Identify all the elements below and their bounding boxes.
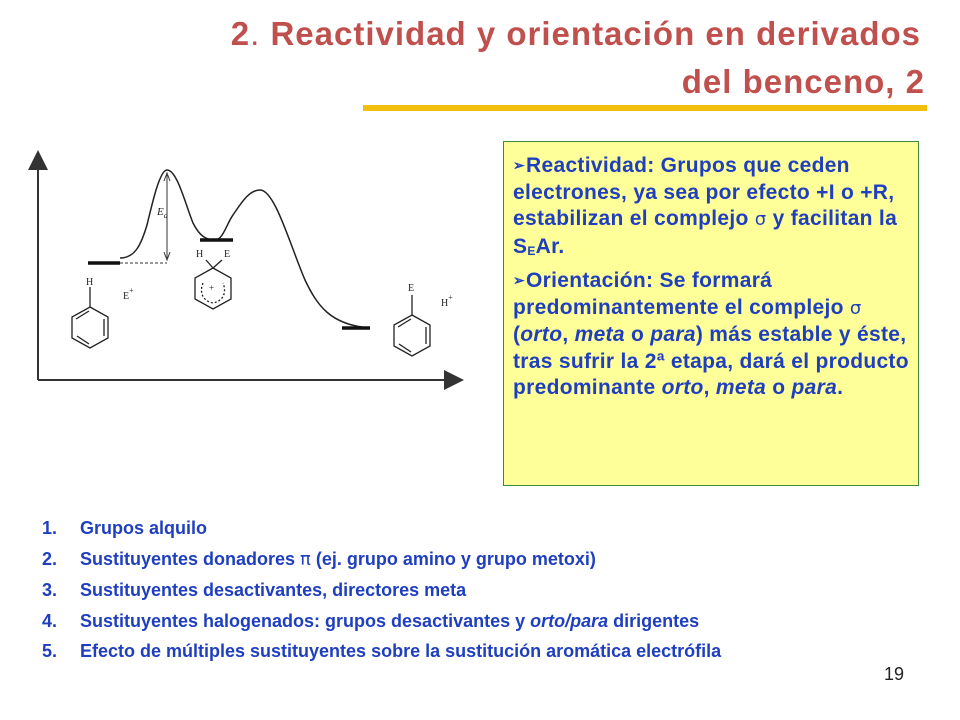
list-item: 4. Sustituyentes halogenados: grupos desactivantes y orto/para dirigentes <box>42 610 700 631</box>
slide-title <box>40 10 925 106</box>
reactant-benzene <box>72 287 108 348</box>
bullet-arrow-icon: ➢ <box>513 157 526 173</box>
list-item: 5. Efecto de múltiples sustituyentes sobre la sustitución aromática electrófila <box>42 641 722 661</box>
list-item: 3. Sustituyentes desactivantes, directores meta <box>42 580 467 600</box>
energy-diagram <box>25 145 475 390</box>
pi-symbol: π <box>300 548 311 570</box>
sigma-h-label: H <box>196 249 204 260</box>
title-line-2: del benceno, 2 <box>681 63 925 100</box>
list-item: 1. Grupos alquilo <box>42 518 208 538</box>
product-benzene <box>394 295 430 356</box>
topic-list <box>42 513 721 667</box>
energy-curve <box>120 170 370 328</box>
title-line-1 <box>40 10 925 58</box>
title-text-1: Reactividad y orientación en derivados <box>260 15 921 52</box>
sigma-e-label: E <box>224 249 231 260</box>
product-e-label: E <box>408 283 415 294</box>
proton-label: H+ <box>441 293 453 309</box>
explanation-box <box>503 141 919 486</box>
orientacion-paragraph: ➢Orientación: Se formará predominantemente el complejo σ (orto, meta o para) más estable y éste, tras sufrir la 2ª etapa, dará el producto predominante orto, meta o para. <box>513 269 909 399</box>
title-number: 2 <box>230 15 251 52</box>
title-underline <box>363 105 927 111</box>
ea-label: $E_a$ <box>157 206 168 220</box>
sigma-charge: + <box>209 283 215 293</box>
sigma-symbol: σ <box>754 209 767 230</box>
bullet-arrow-icon: ➢ <box>513 272 526 288</box>
electrophile-label: E+ <box>123 286 134 302</box>
sigma-symbol: σ <box>849 297 862 319</box>
page-number: 19 <box>884 664 905 684</box>
title-dot: . <box>250 15 261 52</box>
diagram-axes <box>38 152 462 380</box>
reactividad-paragraph: ➢Reactividad: Grupos que ceden electrones, ya sea por efecto +I o +R, estabilizan el complejo σ y facilitan la $S_EAr$. <box>513 154 898 258</box>
reactant-h-label: H <box>86 277 94 288</box>
list-item: 2. Sustituyentes donadores π (ej. grupo amino y grupo metoxi) <box>42 548 596 570</box>
